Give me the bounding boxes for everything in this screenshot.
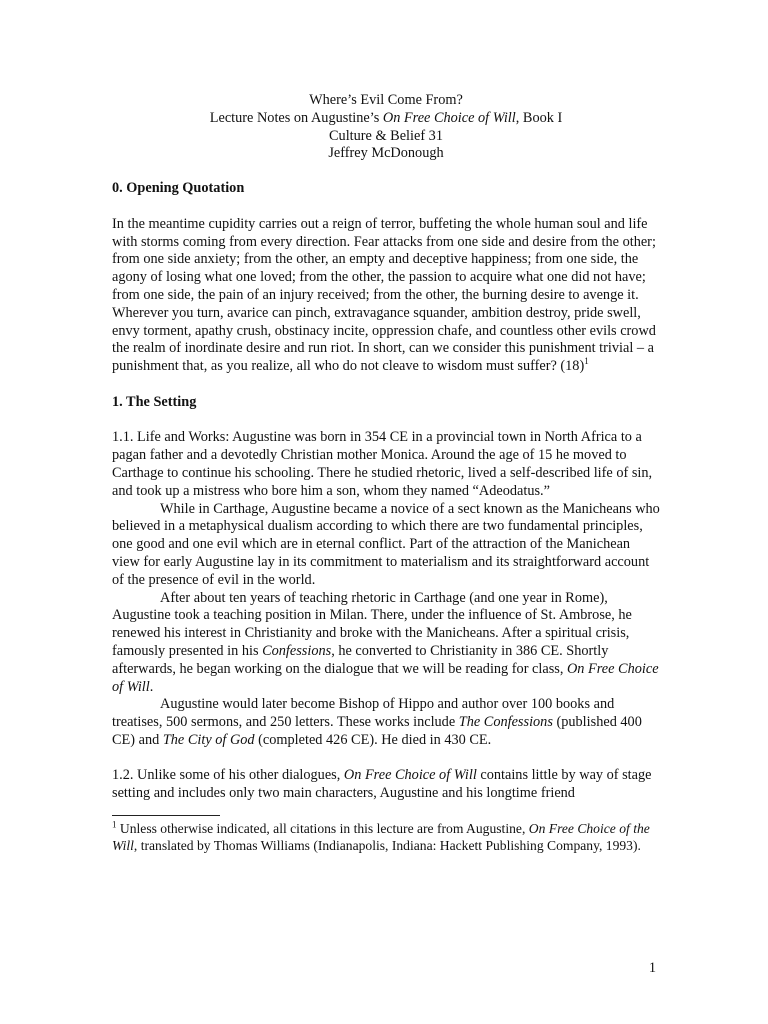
paragraph-manicheans: While in Carthage, Augustine became a novice of a sect known as the Manicheans who believed in a metaphysical dualism according to which there are two fundamental principles, one good and one evil which are in eternal conflict. Part of the attraction of the Manichean view for early Augustine lay in its commitment to materialism and its straightforward account of the presence of evil in the world. [112,500,660,588]
text-run: contains little by way of stage setting and includes only two main characters, Augustine and his longtime friend [112,767,652,802]
subtitle-text-end: , Book I [515,109,563,126]
opening-quotation [112,216,660,376]
text-run: After about ten years of teaching rhetoric in Carthage (and one year in Rome), Augustine took a teaching position in Milan. There, under the influence of St. Ambrose, he renewed his interest in Christianity and broke with the Manicheans. After a spiritual crisis, famously presented in his [112,589,632,659]
text-run: . [149,678,154,695]
quotation-text: In the meantime cupidity carries out a reign of terror, buffeting the whole human soul and life with storms coming from every direction. Fear attacks from one side and desire from the other; from one side anxiety; from the other, an empty and deceptive happiness; from one side, the agony of losing what one loved; from the other, the passion to acquire what one did not have; from one side, the pain of an injury received; from the other, the burning desire to avenge it. Wherever you turn, avarice can pinch, extravagance squander, ambition destroy, pride swell, envy torment, apathy crush, obstinacy incite, oppression chafe, and countless other evils crowd the realm of inordinate desire and run riot. In short, can we consider this punishment trivial – a punishment that, as you realize, all who do not cleave to wisdom must suffer? (18) [112,215,656,375]
paragraph-life-and-works: 1.1. Life and Works: Augustine was born in 354 CE in a provincial town in North Africa to a pagan father and a devotedly Christian mother Monica. Around the age of 15 he moved to Carthage to continue his schooling. There he studied rhetoric, lived a self-described life of sin, and took up a mistress who bore him a son, whom they named “Adeodatus.” [112,429,653,499]
paragraph-bishop [112,696,660,749]
book-title: On Free Choice of Will [112,660,659,695]
page-number: 1 [648,960,656,976]
paragraph-milan [112,590,660,697]
footnote [112,820,660,854]
text-run: , he converted to Christianity in 386 CE. Shortly afterwards, he began working on the dialogue that we will be reading for class, [112,642,609,677]
book-title: On Free Choice of Will [382,109,516,126]
book-title: On Free Choice of the Will [112,821,650,854]
title-block [112,92,660,163]
text-run: (published 400 CE) and [112,714,642,748]
lecture-title: Where’s Evil Come From? [309,92,463,108]
footnote-divider [112,815,220,816]
book-title: The City of God [162,731,255,748]
section-heading-opening-quotation: 0. Opening Quotation [112,180,245,197]
section-heading-setting: 1. The Setting [112,393,197,410]
author-name: Jeffrey McDonough [328,145,444,162]
book-title: The Confessions [458,714,553,731]
text-run: , translated by Thomas Williams (Indianapolis, Indiana: Hackett Publishing Company, 1993). [133,838,641,854]
text-run: Unless otherwise indicated, all citations in this lecture are from Augustine, [116,821,529,837]
course-name: Culture & Belief 31 [329,127,443,144]
footnote-mark: 1 [584,356,589,367]
book-title: Confessions [262,642,332,659]
text-run: Augustine would later become Bishop of Hippo and author over 100 books and treatises, 500 sermons, and 250 letters. These works include [112,696,615,731]
footnote-number: 1 [112,819,117,830]
text-run: 1.2. Unlike some of his other dialogues, [112,767,344,784]
subtitle-text: Lecture Notes on Augustine’s [209,109,383,126]
text-run: (completed 426 CE). He died in 430 CE. [254,731,492,748]
book-title: On Free Choice of Will [343,767,477,784]
paragraph-dialogue-setting [112,767,660,803]
lecture-subtitle [112,110,660,128]
